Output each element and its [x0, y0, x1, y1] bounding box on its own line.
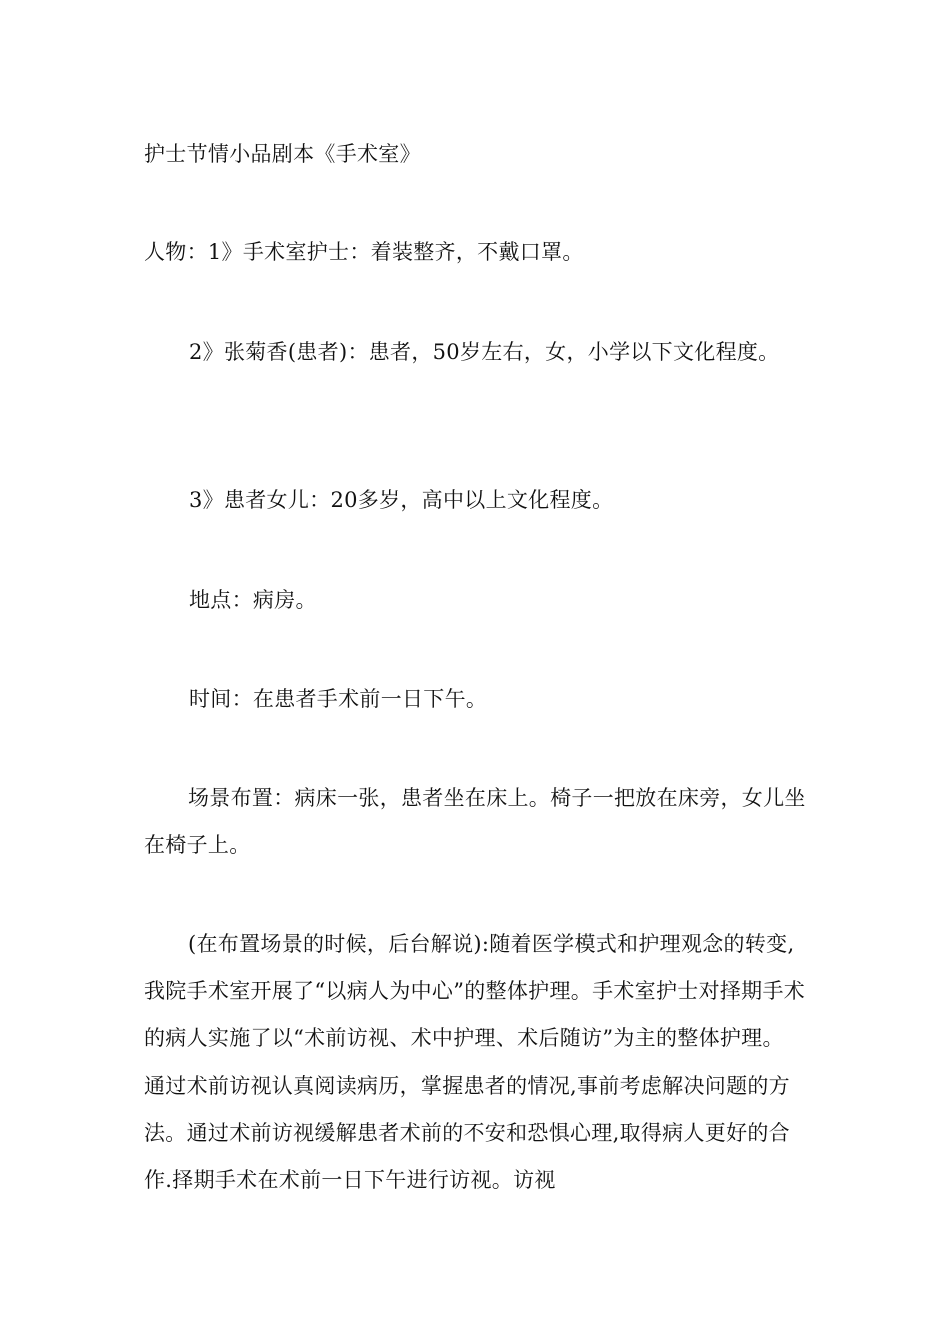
location-line: 地点：病房。: [189, 588, 317, 612]
character-patient: 2》张菊香(患者)：患者，50岁左右，女，小学以下文化程度。: [189, 340, 780, 364]
time-line: 时间：在患者手术前一日下午。: [189, 687, 488, 711]
narration-paragraph: (在布置场景的时候，后台解说):随着医学模式和护理观念的转变,我院手术室开展了“以病人为中心”的整体护理。手术室护士对择期手术的病人实施了以“术前访视、术中护理、术后随访”为主的整体护理。 通过术前访视认真阅读病历，掌握患者的情况,事前考虑解决问题的方法。通过术前访视缓解患者术前的不安和恐惧心理,取得病人更好的合作.择期手术在术前一日下午进行访视。访视: [144, 932, 806, 1193]
character-nurse: 人物：1》手术室护士：着装整齐，不戴口罩。: [144, 240, 584, 264]
character-daughter: 3》患者女儿：20多岁，高中以上文化程度。: [189, 488, 614, 512]
scene-paragraph: 场景布置：病床一张，患者坐在床上。椅子一把放在床旁，女儿坐在椅子上。: [144, 786, 806, 858]
document-title: 护士节情小品剧本《手术室》: [144, 142, 421, 166]
